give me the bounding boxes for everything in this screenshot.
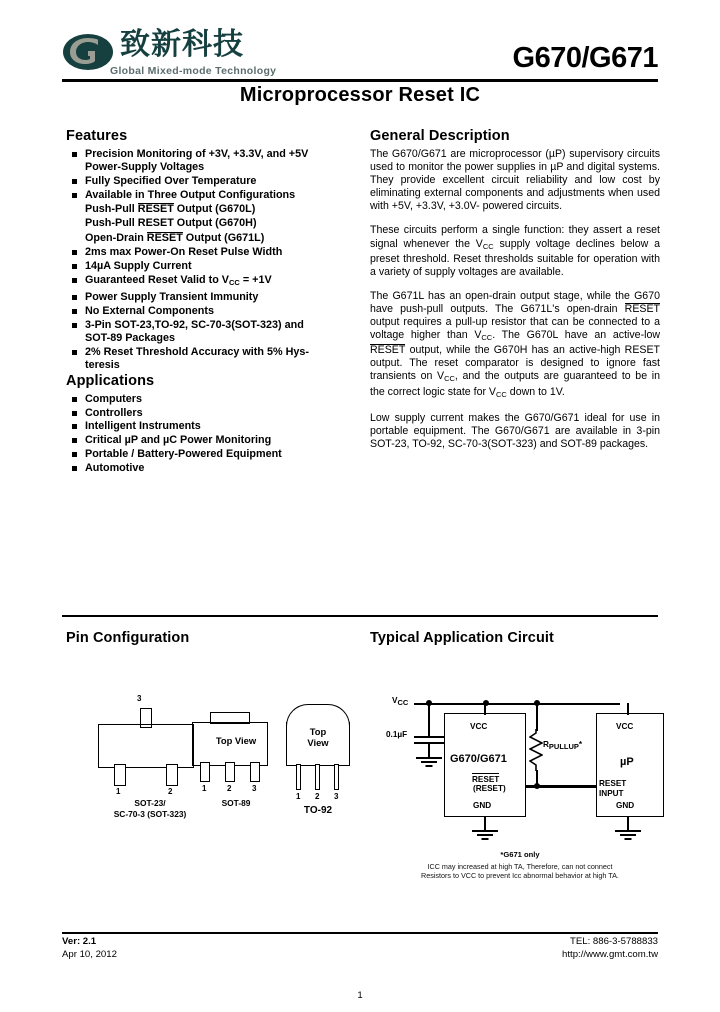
vcc-subscript: CC <box>444 374 455 384</box>
footer-version: Ver: 2.1 <box>62 936 97 947</box>
bullet-square-icon <box>72 438 77 443</box>
right-column <box>370 128 660 451</box>
footer-website-url[interactable]: http://www.gmt.com.tw <box>562 948 658 960</box>
feature-text: No External Components <box>85 305 214 318</box>
feature-item <box>66 305 362 318</box>
feature-item <box>66 148 362 173</box>
ic-reset-overline: RESET <box>472 775 500 784</box>
package-top-view-line1: Top <box>309 726 327 737</box>
reset-overline-label: RESET <box>624 302 660 315</box>
feature-item <box>66 175 362 188</box>
typical-application-circuit-heading: Typical Application Circuit <box>370 630 554 646</box>
application-item <box>66 434 362 447</box>
wire-up-gnd <box>627 816 629 830</box>
ic-vcc-pin-label: VCC <box>470 722 488 731</box>
vcc-subscript: CC <box>229 278 240 288</box>
wire-vcc-rail <box>414 703 620 705</box>
footer-telephone: TEL: 886-3-5788833 <box>569 936 658 947</box>
pin-lead-1 <box>296 764 301 790</box>
application-text: Intelligent Instruments <box>85 420 201 433</box>
page-header <box>62 28 658 86</box>
package-to92 <box>274 700 362 824</box>
feature-text: Available in Three Output Configurations <box>85 188 296 201</box>
pin-number-1: 1 <box>202 784 207 793</box>
vcc-subscript: CC <box>482 241 494 251</box>
feature-item <box>66 346 362 371</box>
bullet-square-icon <box>72 466 77 471</box>
resistor-asterisk: * <box>578 740 583 749</box>
feature-subitem-g670h <box>66 217 362 230</box>
pin-number-3: 3 <box>137 694 142 703</box>
application-text: Computers <box>85 392 142 405</box>
feature-item <box>66 291 362 304</box>
desc-p2-a: These circuits perform a single function: they assert a reset signal whenever the V <box>370 224 660 250</box>
circuit-schematic <box>380 678 660 878</box>
footer-right <box>562 936 658 961</box>
ground-symbol-ic <box>470 830 500 840</box>
pin-number-3: 3 <box>252 784 257 793</box>
up-part-label: µP <box>620 756 634 768</box>
feature-text: Fully Specified Over Temperature <box>85 174 257 187</box>
package-caption-line1: TO-92 <box>303 805 333 816</box>
bullet-square-icon <box>72 411 77 416</box>
desc-p3-b: output requires a pull-up resistor that can be connected to a voltage higher than V <box>370 316 660 342</box>
logo-chinese-name: 致新科技 <box>120 27 244 62</box>
application-text: Portable / Battery-Powered Equipment <box>85 448 282 461</box>
bullet-square-icon <box>72 309 77 314</box>
desc-p3-c: . The G670L have an active-low <box>492 329 660 342</box>
description-paragraph-1: The G670/G671 are microprocessor (µP) supervisory circuits used to monitor the power supplies in µP and digital systems. They provide excellent circuit reliability and low cost by eliminating external components and adjustments when used with +5V, +3.3V, +3.0V- powered circuits. <box>370 148 660 213</box>
pin-number-1: 1 <box>116 787 121 796</box>
package-diagrams <box>66 692 362 882</box>
feature-text: 14µA Supply Current <box>85 260 192 273</box>
pin-lead-2 <box>225 762 235 782</box>
section-divider <box>62 615 658 617</box>
desc-p3-a: The G671L has an open-drain output stage, while the G670 have push-pull outputs. The G671L's open-drain <box>370 289 660 315</box>
bullet-square-icon <box>72 397 77 402</box>
application-item <box>66 462 362 475</box>
node-reset <box>534 783 540 789</box>
feature-prefix: Open-Drain <box>85 231 147 244</box>
desc-p3-d: output, while the G670H has an active-high RESET output. The reset comparator is designed to ignore fast transients on V <box>370 344 660 383</box>
wire-ic-vcc-pin <box>484 703 486 715</box>
desc-p3-f: down to 1V. <box>506 385 565 398</box>
general-description-heading: General Description <box>370 128 510 144</box>
circuit-note-asterisk: *G671 only <box>500 850 540 859</box>
feature-suffix: Output (G671L) <box>182 231 265 244</box>
applications-heading: Applications <box>66 372 155 389</box>
logo-english-tagline: Global Mixed-mode Technology <box>110 65 277 77</box>
bullet-square-icon <box>72 350 77 355</box>
vcc-subscript: CC <box>496 389 507 399</box>
application-item <box>66 407 362 420</box>
application-item <box>66 448 362 461</box>
circuit-note-line2: Resistors to VCC to prevent Icc abnormal behavior at high TA. <box>421 871 619 880</box>
footer-left <box>62 936 117 961</box>
up-reset-label-line1: RESET <box>599 779 627 788</box>
ic-part-label: G670/G671 <box>450 753 507 765</box>
description-paragraph-3 <box>370 290 660 401</box>
features-list <box>66 148 362 371</box>
package-caption-line1: SOT-23/ <box>134 798 166 808</box>
application-text: Controllers <box>85 406 143 419</box>
pin-configuration-section <box>66 630 362 819</box>
up-reset-label-line2: INPUT <box>599 789 624 798</box>
package-top-view-label: Top View <box>215 735 257 746</box>
bullet-square-icon <box>72 152 77 157</box>
feature-subitem-g670l <box>66 203 362 216</box>
pin-lead-1 <box>114 764 126 786</box>
document-title: Microprocessor Reset IC <box>239 84 481 106</box>
package-top-view-line2: View <box>307 737 329 748</box>
features-heading: Features <box>66 128 128 144</box>
feature-suffix: = +1V <box>239 274 272 287</box>
vcc-subscript: CC <box>481 333 493 343</box>
wire-ic-gnd <box>484 816 486 830</box>
application-text: Automotive <box>85 462 145 475</box>
ground-symbol-cap <box>414 757 444 767</box>
footer-date: Apr 10, 2012 <box>62 948 117 960</box>
pin-lead-2 <box>166 764 178 786</box>
bullet-square-icon <box>72 295 77 300</box>
pin-number-2: 2 <box>315 792 320 801</box>
description-paragraph-4: Low supply current makes the G670/G671 ideal for use in portable equipment. The G670/G671 are available in 3-pin SOT-23, TO-92, SC-70-3(SOT-323) and SOT-89 packages. <box>370 411 660 450</box>
bullet-square-icon <box>72 424 77 429</box>
feature-text: 2ms max Power-On Reset Pulse Width <box>85 246 283 259</box>
capacitor-plate-top <box>414 736 444 738</box>
pin-number-2: 2 <box>227 784 232 793</box>
typical-application-circuit-section <box>370 630 660 880</box>
application-text: Critical µP and µC Power Monitoring <box>85 434 272 447</box>
feature-text: 3-Pin SOT-23,TO-92, SC-70-3(SOT-323) and <box>85 319 304 332</box>
desc-p3-e: , and the outputs are guaranteed to be in the correct logic state for V <box>370 370 660 398</box>
reset-plain-label: RESET <box>137 217 174 230</box>
capacitor-label: 0.1µF <box>386 730 408 739</box>
bullet-square-icon <box>72 452 77 457</box>
pin-number-3: 3 <box>334 792 339 801</box>
page-number: 1 <box>357 990 363 1001</box>
feature-text-line2: Power-Supply Voltages <box>85 160 205 173</box>
package-caption-line2: SC-70-3 (SOT-323) <box>113 809 187 819</box>
feature-item <box>66 246 362 259</box>
resistor-subscript: PULLUP <box>548 742 579 751</box>
package-caption-line1: SOT-89 <box>221 798 251 808</box>
bullet-square-icon <box>72 193 77 198</box>
pin-lead-1 <box>200 762 210 782</box>
feature-text: 2% Reset Threshold Accuracy with 5% Hys- <box>85 345 310 358</box>
vcc-rail-subscript: CC <box>397 698 409 707</box>
pin-number-1: 1 <box>296 792 301 801</box>
reset-overline-label: RESET <box>146 231 183 244</box>
reset-overline-label: RESET <box>370 344 406 357</box>
feature-item <box>66 260 362 273</box>
pin-number-2: 2 <box>168 787 173 796</box>
bullet-square-icon <box>72 323 77 328</box>
feature-prefix: Push-Pull <box>85 217 138 230</box>
feature-text-line2: SOT-89 Packages <box>85 331 176 344</box>
part-number: G670/G671 <box>512 42 658 74</box>
bullet-square-icon <box>72 250 77 255</box>
feature-text-line2: teresis <box>85 358 120 371</box>
application-item <box>66 420 362 433</box>
bullet-square-icon <box>72 179 77 184</box>
header-divider <box>62 79 658 82</box>
package-body <box>98 724 194 768</box>
feature-prefix: Push-Pull <box>85 202 138 215</box>
ic-reset-alt-label: (RESET) <box>473 784 506 793</box>
up-gnd-pin-label: GND <box>616 801 635 810</box>
pin-lead-3 <box>250 762 260 782</box>
feature-item <box>66 319 362 344</box>
feature-text: Power Supply Transient Immunity <box>85 291 259 304</box>
ic-gnd-pin-label: GND <box>473 801 492 810</box>
feature-text: Precision Monitoring of +3V, +3.3V, and +5V <box>85 148 309 160</box>
applications-list <box>66 393 362 476</box>
pin-lead-2 <box>315 764 320 790</box>
feature-item <box>66 189 362 202</box>
up-vcc-pin-label: VCC <box>616 722 634 731</box>
reset-overline-label: RESET <box>137 202 174 215</box>
application-item <box>66 393 362 406</box>
vcc-rail-label <box>392 696 408 707</box>
vcc-rail-base: V <box>392 696 398 705</box>
resistor-pullup-icon <box>529 729 543 771</box>
feature-item-reset-valid <box>66 274 362 290</box>
wire-pullup-top <box>536 703 538 731</box>
ground-symbol-up <box>613 830 643 840</box>
resistor-label <box>543 740 582 751</box>
resistor-base: R <box>543 740 549 749</box>
left-column <box>66 128 362 476</box>
description-paragraph-2 <box>370 224 660 278</box>
feature-suffix: Output (G670H) <box>173 217 257 230</box>
pin-configuration-heading: Pin Configuration <box>66 630 190 646</box>
bullet-square-icon <box>72 278 77 283</box>
feature-subitem-g671l <box>66 232 362 245</box>
company-logo <box>62 28 324 80</box>
circuit-note-line1: ICC may increased at high TA, Therefore, can not connect <box>427 862 613 871</box>
wire-up-vcc-pin <box>627 703 629 715</box>
pin-lead-3 <box>334 764 339 790</box>
feature-prefix: Guaranteed Reset Valid to V <box>85 274 230 287</box>
footer-divider <box>62 932 658 934</box>
bullet-square-icon <box>72 264 77 269</box>
wire-cap-bottom <box>428 743 430 757</box>
feature-suffix: Output (G670L) <box>173 202 256 215</box>
desc-p2-b: supply voltage declines below a preset threshold. Reset thresholds suitable for operation with a variety of supply voltages are available. <box>370 237 660 278</box>
wire-cap-top <box>428 703 430 737</box>
